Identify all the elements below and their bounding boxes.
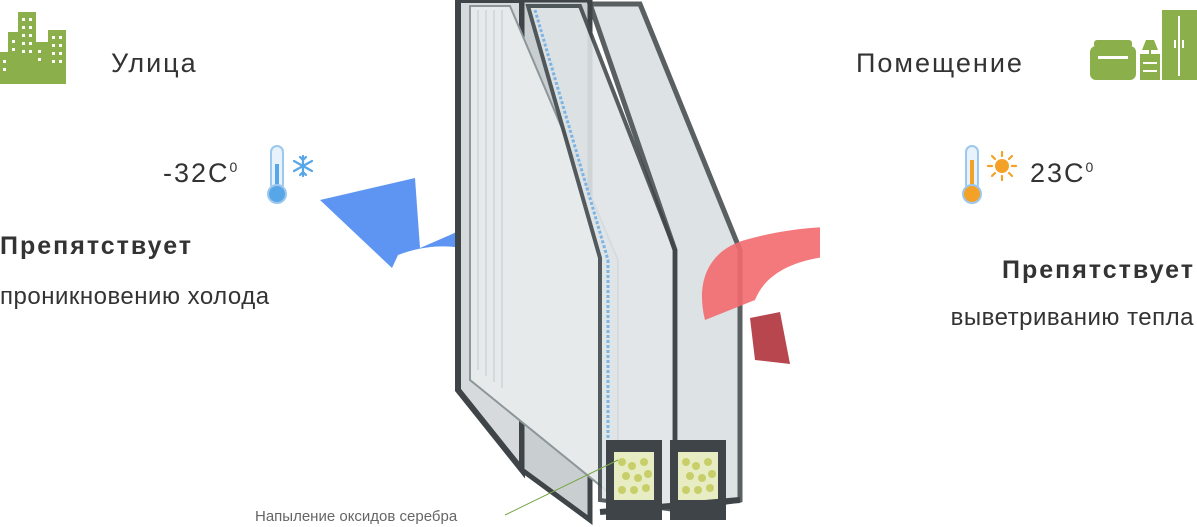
city-buildings-icon <box>0 12 70 84</box>
outside-label: Улица <box>111 48 198 78</box>
outside-benefit-text: проникновению холода <box>0 283 270 310</box>
inside-label: Помещение <box>856 48 1024 78</box>
inside-temperature: $23C^0$ <box>1030 158 1094 188</box>
window-illustration <box>300 0 820 527</box>
outside-temperature: $-32C^0$ <box>163 158 238 188</box>
silver-oxide-caption: Напыление оксидов серебра <box>255 508 458 525</box>
room-furniture-icon <box>1090 10 1197 82</box>
inside-benefit-bold: Препятствует <box>1001 256 1195 284</box>
thermometer-hot-icon <box>962 144 1022 206</box>
inside-benefit-text: выветриванию тепла <box>950 304 1194 331</box>
outside-benefit-bold: Препятствует <box>0 232 194 260</box>
